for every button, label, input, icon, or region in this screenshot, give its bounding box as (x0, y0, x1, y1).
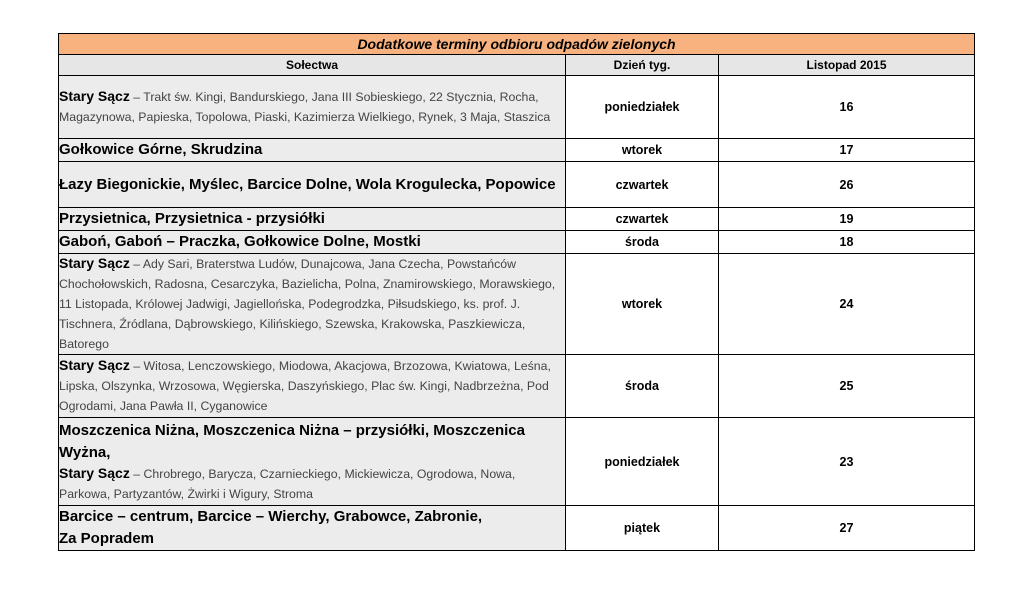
place-name: Gaboń, Gaboń – Praczka, Gołkowice Dolne, Mostki (59, 233, 421, 250)
place-name: Łazy Biegonickie, Myślec, Barcice Dolne, Wola Krogulecka, Popowice (59, 175, 556, 193)
date-cell: 27 (719, 506, 975, 551)
place-cell (59, 139, 566, 162)
date-cell: 25 (719, 355, 975, 418)
date-cell: 17 (719, 139, 975, 162)
place-cell (59, 254, 566, 355)
place-name: Stary Sącz (59, 255, 130, 271)
day-cell: czwartek (566, 162, 719, 208)
day-cell: wtorek (566, 139, 719, 162)
day-cell: piątek (566, 506, 719, 551)
place-name: Stary Sącz (59, 88, 130, 104)
column-header-date: Listopad 2015 (719, 55, 975, 76)
date-cell: 19 (719, 208, 975, 231)
place-name-continued: Za Popradem (59, 530, 155, 547)
place-name: Stary Sącz (59, 464, 130, 481)
schedule-table (58, 33, 975, 551)
date-cell: 16 (719, 76, 975, 139)
place-streets: – Chrobrego, Barycza, Czarnieckiego, Mickiewicza, Ogrodowa, Nowa, Parkowa, Partyzantów, Żwirki i Wigury, Stroma (59, 466, 516, 501)
table-row (59, 231, 975, 254)
column-header-day: Dzień tyg. (566, 55, 719, 76)
place-cell (59, 208, 566, 231)
table-title: Dodatkowe terminy odbioru odpadów zielonych (59, 34, 975, 55)
place-streets: – Trakt św. Kingi, Bandurskiego, Jana III Sobieskiego, 22 Stycznia, Rocha, Magazynowa, Papieska, Topolowa, Piaski, Kazimierza Wielkiego, Rynek, 3 Maja, Staszica (59, 90, 551, 124)
place-cell (59, 231, 566, 254)
place-name: Przysietnica, Przysietnica - przysiółki (59, 210, 325, 227)
place-cell (59, 506, 566, 551)
table-row (59, 254, 975, 355)
table-row (59, 506, 975, 551)
place-cell (59, 355, 566, 418)
date-cell: 26 (719, 162, 975, 208)
place-streets: – Witosa, Lenczowskiego, Miodowa, Akacjowa, Brzozowa, Kwiatowa, Leśna, Lipska, Olszynka, Wrzosowa, Węgierska, Daszyńskiego, Plac św. Kingi, Nadbrzeżna, Pod Ogrodami, Jana Pawła II, Cyganowice (59, 359, 551, 413)
table-row (59, 418, 975, 506)
header-row (59, 55, 975, 76)
day-cell: czwartek (566, 208, 719, 231)
table-row (59, 162, 975, 208)
date-cell: 24 (719, 254, 975, 355)
day-cell: wtorek (566, 254, 719, 355)
date-cell: 18 (719, 231, 975, 254)
date-cell: 23 (719, 418, 975, 506)
day-cell: środa (566, 355, 719, 418)
day-cell: środa (566, 231, 719, 254)
table-row (59, 208, 975, 231)
column-header-place: Sołectwa (59, 55, 566, 76)
table-row (59, 139, 975, 162)
place-cell (59, 76, 566, 139)
table-row (59, 76, 975, 139)
place-name: Stary Sącz (59, 357, 130, 373)
day-cell: poniedziałek (566, 418, 719, 506)
place-cell (59, 418, 566, 506)
place-name: Barcice – centrum, Barcice – Wierchy, Grabowce, Zabronie, (59, 508, 483, 525)
place-prefix: Moszczenica Niżna, Moszczenica Niżna – przysiółki, Moszczenica Wyżna, (59, 421, 525, 461)
place-streets: – Ady Sari, Braterstwa Ludów, Dunajcowa, Jana Czecha, Powstańców Chochołowskich, Radosna, Cesarczyka, Bazielicha, Polna, Znamirowskiego, Morawskiego, 11 Listopada, Królowej Jadwigi, Jagiellońska, Podegrodzka, Piłsudskiego, ks. prof. J. Tischnera, Źródlana, Dąbrowskiego, Kilińskiego, Szewska, Krakowska, Paszkiewicza, Batorego (59, 257, 556, 351)
table-row (59, 355, 975, 418)
place-name: Gołkowice Górne, Skrudzina (59, 141, 263, 158)
title-row (59, 34, 975, 55)
day-cell: poniedziałek (566, 76, 719, 139)
place-cell (59, 162, 566, 208)
